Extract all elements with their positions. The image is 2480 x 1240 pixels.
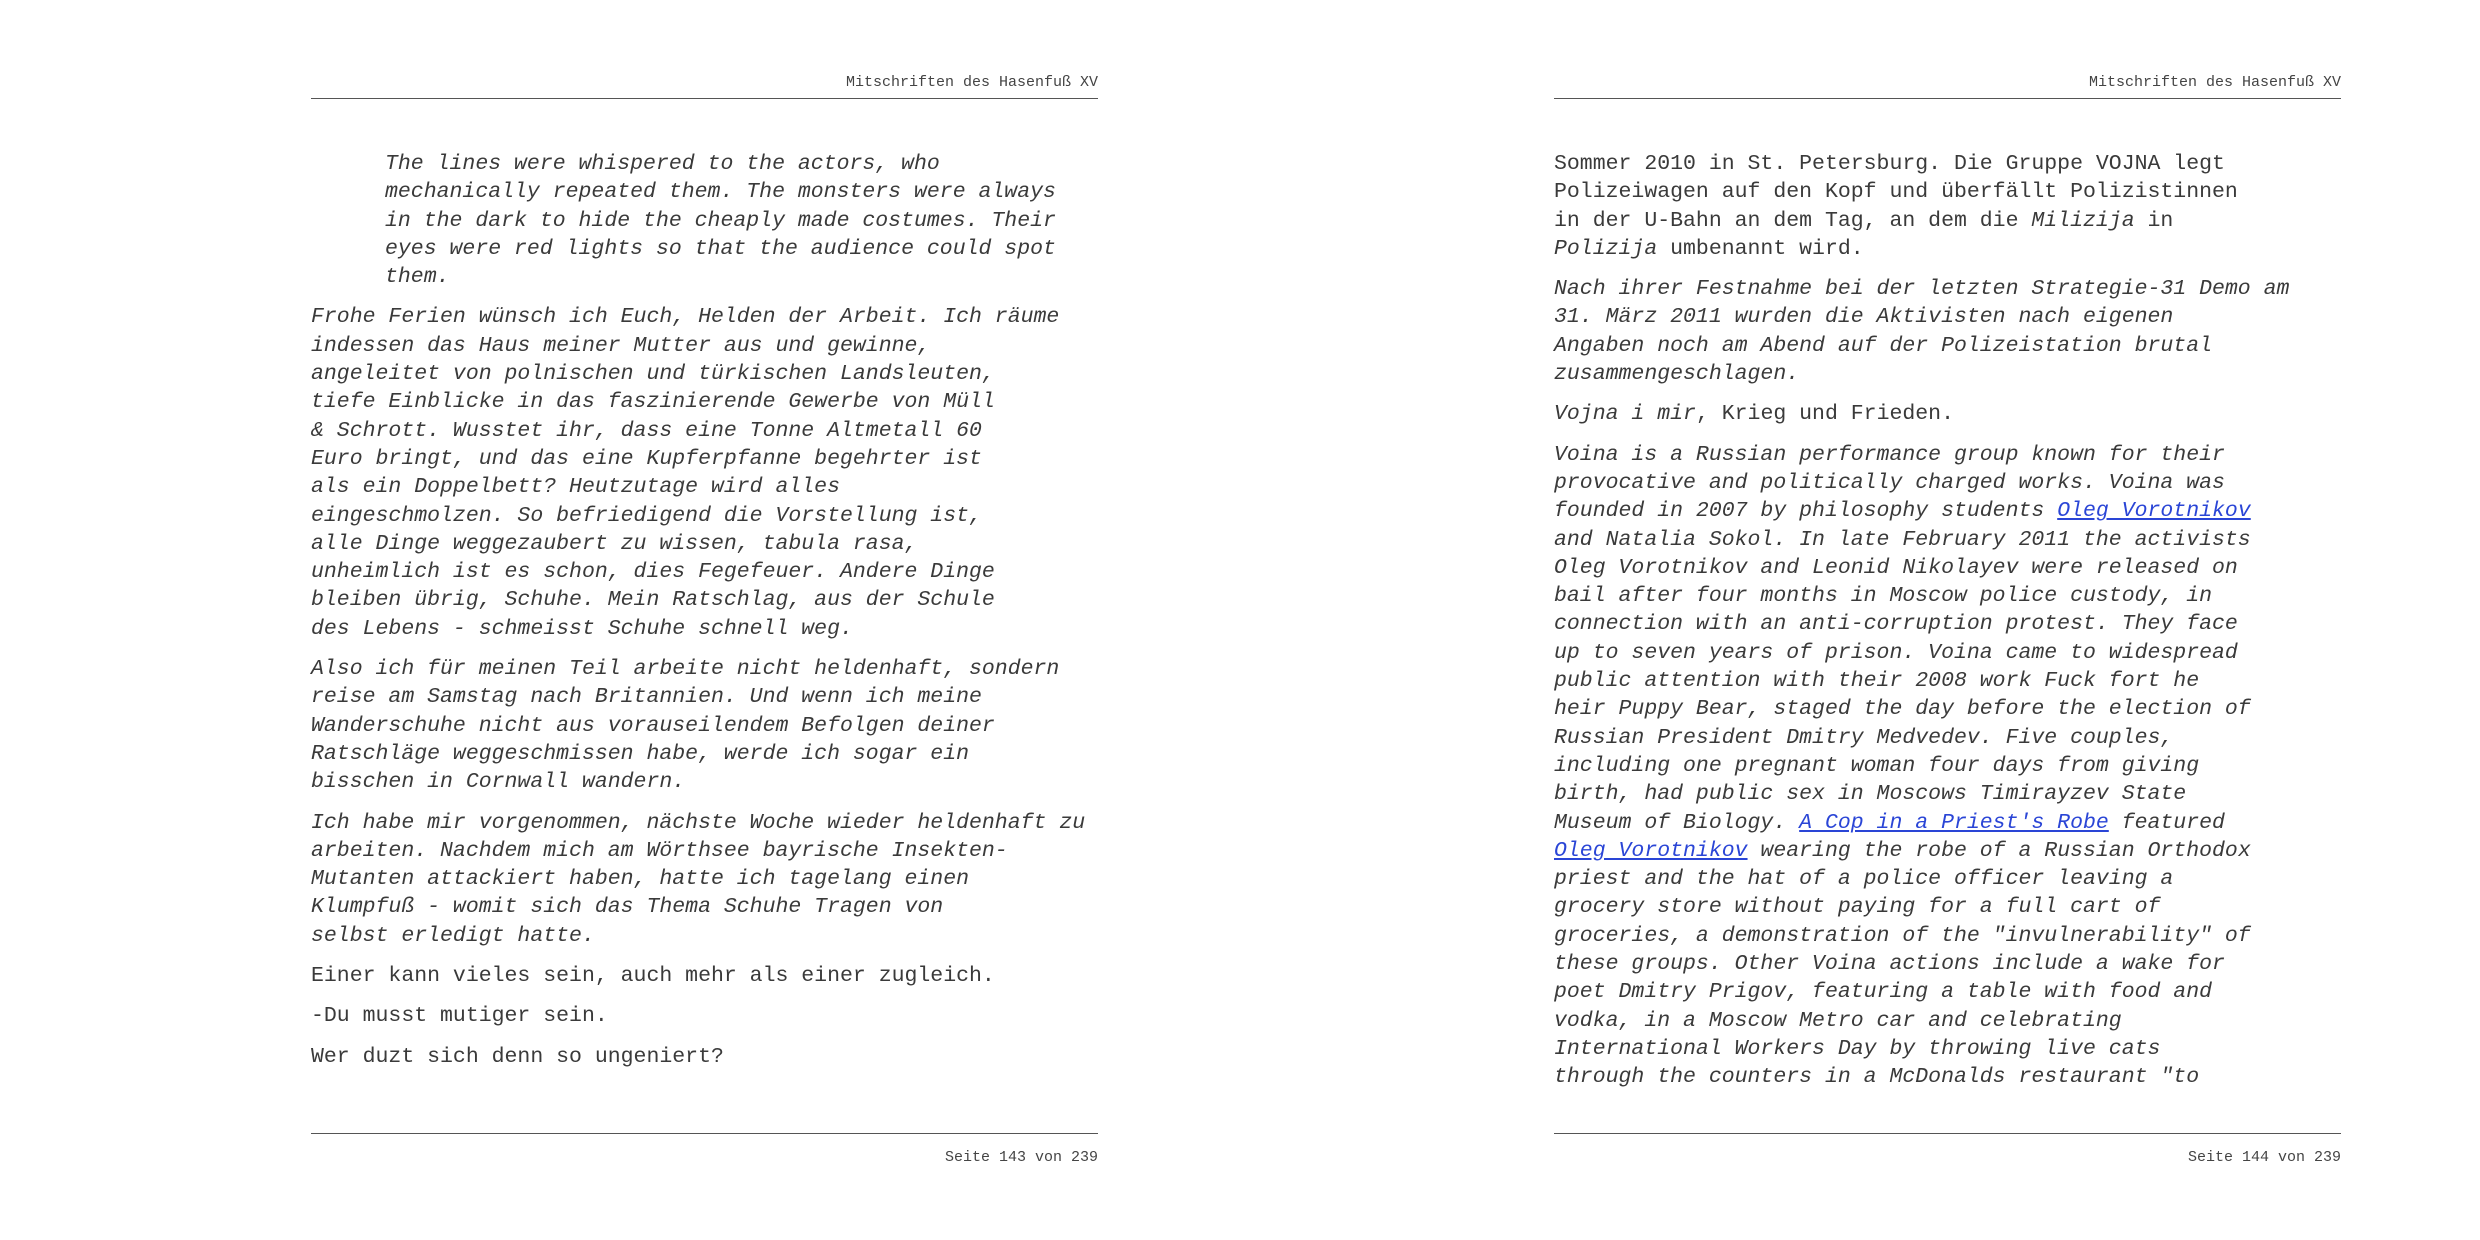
- page-header: [1554, 68, 2341, 99]
- text-line: Oleg Vorotnikov and Leonid Nikolayev were released on: [1554, 555, 2238, 580]
- text-line: unheimlich ist es schon, dies Fegefeuer. Andere Dinge: [311, 560, 995, 585]
- page-footer: [311, 1133, 1098, 1164]
- page-143: [311, 0, 1098, 1240]
- text-line: Angaben noch am Abend auf der Polizeistation brutal: [1554, 333, 2213, 358]
- page-number: Seite 144 von 239: [2187, 1149, 2341, 1166]
- text-line: [1554, 497, 2341, 525]
- text-line: Mutanten attackiert haben, hatte ich tagelang einen: [311, 867, 970, 892]
- paragraph-voina-description: [1554, 441, 2341, 1092]
- paragraph-vojna-i-mir: [1554, 400, 2341, 428]
- header-title: Mitschriften des Hasenfuß XV: [845, 74, 1098, 91]
- text-line: Ich habe mir vorgenommen, nächste Woche wieder heldenhaft zu: [311, 810, 1086, 835]
- text-line: Klumpfuß - womit sich das Thema Schuhe Tragen von: [311, 895, 944, 920]
- link-oleg-vorotnikov-2[interactable]: Oleg Vorotnikov: [1554, 838, 1748, 863]
- link-cop-in-priests-robe[interactable]: A Cop in a Priest's Robe: [1799, 810, 2109, 835]
- page-number: Seite 143 von 239: [944, 1149, 1098, 1166]
- text-line: zusammengeschlagen.: [1554, 362, 1800, 387]
- page-144: [1554, 0, 2341, 1240]
- text-line: [1554, 837, 2341, 865]
- text-line: & Schrott. Wusstet ihr, dass eine Tonne Altmetall 60: [311, 418, 982, 443]
- page-body: [311, 150, 1098, 1083]
- text-line: bleiben übrig, Schuhe. Mein Ratschlag, aus der Schule: [311, 588, 995, 613]
- text-line: International Workers Day by throwing live cats: [1554, 1036, 2161, 1061]
- text-line: Frohe Ferien wünsch ich Euch, Helden der Arbeit. Ich räume: [311, 305, 1060, 330]
- text-line: [1554, 207, 2341, 235]
- paragraph: [311, 809, 1098, 950]
- paragraph-festnahme: [1554, 275, 2341, 388]
- text-line: als ein Doppelbett? Heutzutage wird alles: [311, 475, 840, 500]
- text-line: tiefe Einblicke in das faszinierende Gewerbe von Müll: [311, 390, 995, 415]
- page-header: [311, 68, 1098, 99]
- paragraph: [311, 655, 1098, 796]
- text-span: Museum of Biology.: [1554, 810, 1800, 835]
- text-line: Voina is a Russian performance group known for their: [1554, 442, 2225, 467]
- text-line: these groups. Other Voina actions include a wake for: [1554, 952, 2225, 977]
- text-span: , Krieg und Frieden.: [1695, 402, 1954, 427]
- text-line: priest and the hat of a police officer leaving a: [1554, 867, 2174, 892]
- text-line: -Du musst mutiger sein.: [311, 1004, 608, 1029]
- text-line: including one pregnant woman four days from giving: [1554, 753, 2200, 778]
- paragraph: [311, 303, 1098, 643]
- paragraph: [311, 1002, 1098, 1030]
- paragraph: [311, 962, 1098, 990]
- text-line: des Lebens - schmeisst Schuhe schnell weg.: [311, 616, 853, 641]
- text-line: [1554, 400, 2341, 428]
- text-line: Wanderschuhe nicht aus vorauseilendem Befolgen deiner: [311, 713, 995, 738]
- text-line: Polizeiwagen auf den Kopf und überfällt Polizistinnen: [1554, 180, 2238, 205]
- text-line: bisschen in Cornwall wandern.: [311, 770, 686, 795]
- header-title: Mitschriften des Hasenfuß XV: [2088, 74, 2341, 91]
- text-line: Einer kann vieles sein, auch mehr als einer zugleich.: [311, 964, 995, 989]
- text-line: Wer duzt sich denn so ungeniert?: [311, 1044, 724, 1069]
- text-line: Sommer 2010 in St. Petersburg. Die Gruppe VOJNA legt: [1554, 152, 2225, 176]
- text-line: them.: [385, 265, 450, 290]
- text-line: selbst erledigt hatte.: [311, 923, 595, 948]
- page-body: [1554, 150, 2341, 1104]
- text-span-italic: Milizija: [2031, 208, 2135, 233]
- text-line: up to seven years of prison. Voina came to widespread: [1554, 640, 2238, 665]
- text-line: Euro bringt, und das eine Kupferpfanne begehrter ist: [311, 446, 982, 471]
- text-line: bail after four months in Moscow police custody, in: [1554, 584, 2213, 609]
- text-line: poet Dmitry Prigov, featuring a table with food and: [1554, 980, 2213, 1005]
- text-span-italic: Vojna i mir: [1554, 402, 1696, 427]
- text-span: in der U-Bahn an dem Tag, an dem die: [1554, 208, 2032, 233]
- text-line: Russian President Dmitry Medvedev. Five couples,: [1554, 725, 2174, 750]
- text-line: eyes were red lights so that the audience could spot: [385, 236, 1056, 261]
- paragraph-vojna-petersburg: [1554, 150, 2341, 263]
- text-line: Ratschläge weggeschmissen habe, werde ich sogar ein: [311, 741, 970, 766]
- text-line: grocery store without paying for a full cart of: [1554, 895, 2161, 920]
- text-line: indessen das Haus meiner Mutter aus und gewinne,: [311, 333, 931, 358]
- text-line: [1554, 235, 2341, 263]
- page-footer: [1554, 1133, 2341, 1164]
- text-span: in: [2134, 208, 2174, 233]
- text-span: featured: [2108, 810, 2225, 835]
- text-line: eingeschmolzen. So befriedigend die Vorstellung ist,: [311, 503, 982, 528]
- text-line: Also ich für meinen Teil arbeite nicht heldenhaft, sondern: [311, 657, 1060, 682]
- text-line: in the dark to hide the cheaply made costumes. Their: [385, 208, 1056, 233]
- text-line: connection with an anti-corruption protest. They face: [1554, 612, 2238, 637]
- link-oleg-vorotnikov[interactable]: Oleg Vorotnikov: [2057, 499, 2251, 524]
- text-line: The lines were whispered to the actors, who: [385, 152, 940, 176]
- text-line: provocative and politically charged works. Voina was: [1554, 470, 2225, 495]
- text-line: groceries, a demonstration of the "invulnerability" of: [1554, 923, 2251, 948]
- text-line: [1554, 809, 2341, 837]
- paragraph: [311, 150, 1098, 291]
- text-line: 31. März 2011 wurden die Aktivisten nach eigenen: [1554, 305, 2174, 330]
- text-line: and Natalia Sokol. In late February 2011 the activists: [1554, 527, 2251, 552]
- text-line: public attention with their 2008 work Fuck fort he: [1554, 669, 2200, 694]
- text-span: wearing the robe of a Russian Orthodox: [1747, 838, 2251, 863]
- text-line: vodka, in a Moscow Metro car and celebrating: [1554, 1008, 2122, 1033]
- text-line: arbeiten. Nachdem mich am Wörthsee bayrische Insekten-: [311, 838, 1008, 863]
- text-line: reise am Samstag nach Britannien. Und wenn ich meine: [311, 685, 982, 710]
- text-line: Nach ihrer Festnahme bei der letzten Strategie-31 Demo am: [1554, 277, 2290, 302]
- text-line: angeleitet von polnischen und türkischen Landsleuten,: [311, 362, 995, 387]
- text-span-italic: Polizija: [1554, 236, 1658, 261]
- text-line: through the counters in a McDonalds restaurant "to: [1554, 1065, 2200, 1090]
- text-span: founded in 2007 by philosophy students: [1554, 499, 2058, 524]
- text-span: umbenannt wird.: [1657, 236, 1864, 261]
- text-line: birth, had public sex in Moscows Timirayzev State: [1554, 782, 2187, 807]
- text-line: alle Dinge weggezaubert zu wissen, tabula rasa,: [311, 531, 918, 556]
- text-line: mechanically repeated them. The monsters were always: [385, 180, 1056, 205]
- paragraph: [311, 1043, 1098, 1071]
- text-line: heir Puppy Bear, staged the day before the election of: [1554, 697, 2251, 722]
